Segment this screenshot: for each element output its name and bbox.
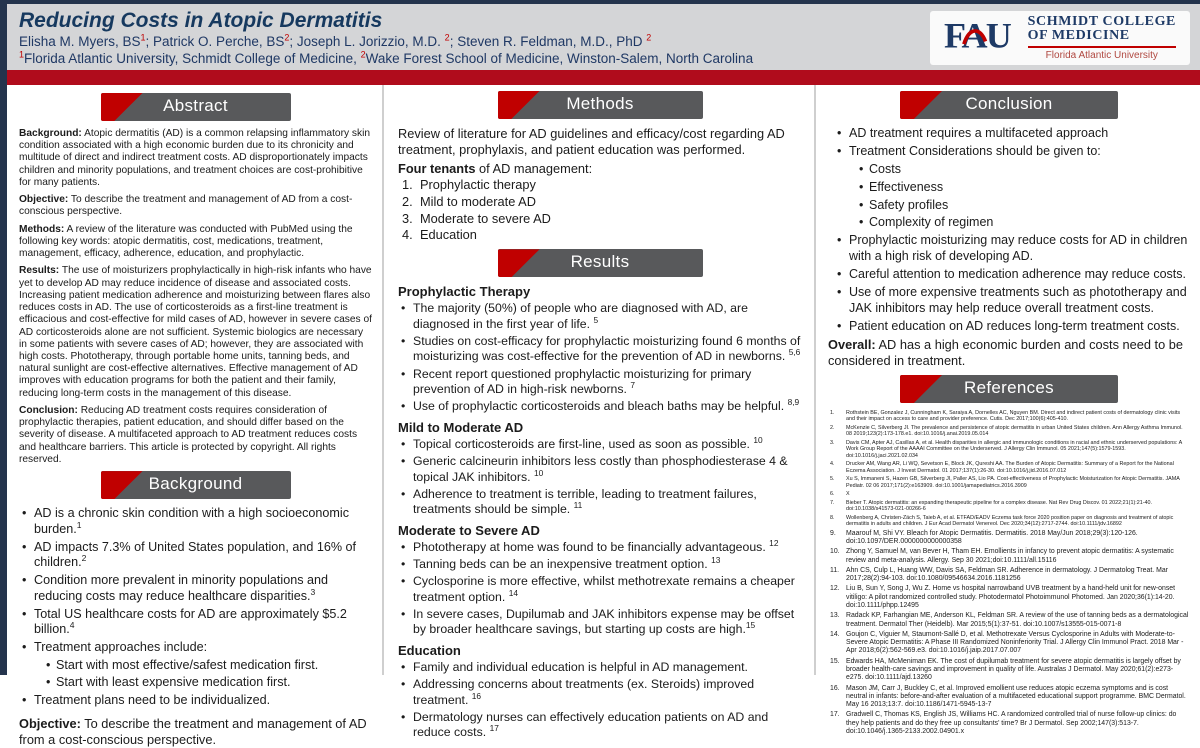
results-bullet: • Generic calcineurin inhibitors less costly than phosphodiesterase 4 & topical JAK inhibitors. $^{10}$ — [398, 454, 802, 485]
bullet-marker: • — [837, 284, 842, 299]
abstract-paragraph: Objective: To describe the treatment and management of AD from a cost-conscious perspective. — [19, 194, 353, 218]
results-subheading-prophylactic: Prophylactic Therapy — [398, 284, 531, 300]
abstract-paragraph: Methods: A review of the literature was conducted with PubMed using the following key words: atopic dermatitis, cost, medications, treatment, management, efficacy, adherence, education, and prophylactic. — [19, 223, 353, 260]
bullet-marker: • — [837, 233, 842, 248]
poster-header — [7, 4, 1200, 70]
background-bullet: • AD impacts 7.3% of United States population, and 16% of children.$^2$ — [19, 540, 372, 571]
results-bullet: • Adherence to treatment is terrible, leading to treatment failures, treatments should be simple. $^{11}$ — [398, 487, 802, 518]
logo-college-line2: OF MEDICINE — [1027, 28, 1130, 43]
section-header-results: Results — [498, 249, 703, 277]
bullet-marker: • — [859, 197, 864, 212]
methods-tenants-lead: Four tenants of AD management: — [398, 160, 593, 176]
bullet-marker: • — [837, 126, 842, 140]
svg-text:FAU: FAU — [943, 15, 1010, 56]
bullet-marker: • — [22, 606, 27, 621]
bullet-marker: • — [401, 486, 406, 501]
results-bullet: • The majority (50%) of people who are diagnosed with AD, are diagnosed in the first year of life. $^5$ — [398, 301, 802, 332]
reference-item: 10. Zhong Y, Samuel M, van Bever H, Tham EH. Emollients in infancy to prevent atopic dermatitis: A systematic review and meta-analysis. Allergy. Sep 30 2021;doi:10.1111/all.15116 — [830, 548, 1174, 564]
bullet-marker: • — [22, 506, 27, 521]
bullet-marker: • — [46, 657, 51, 672]
bullet-marker: • — [859, 161, 864, 176]
results-bullet: • Family and individual education is helpful in AD management. — [398, 660, 802, 675]
conclusion-sub-bullet: • Effectiveness — [856, 180, 1190, 196]
bullet-marker: • — [837, 267, 842, 281]
background-objective: Objective: To describe the treatment and management of AD from a cost-conscious perspective. — [19, 715, 367, 747]
reference-item: 17. Gradwell C, Thomas KS, English JS, Williams HC. A randomized controlled trial of nurse follow-up clinics: do they help patients and do they free up consultants' time? Br J Dermatol. Sep 2002;147(3):513-7. doi:10.1046/j.1365-2133.2002.04901.x — [830, 711, 1177, 735]
conclusion-sub-bullet: • Complexity of regimen — [856, 215, 1190, 231]
conclusion-sub-bullet: • Costs — [856, 162, 1190, 178]
column-conclusion-references — [814, 85, 1200, 735]
results-subheading-education: Education — [398, 642, 461, 658]
results-bullet: • Topical corticosteroids are first-line, used as soon as possible. $^{10}$ — [398, 437, 802, 452]
bullet-marker: • — [837, 143, 842, 158]
bullet-marker: • — [401, 366, 406, 381]
conclusion-body — [828, 126, 1190, 369]
methods-item: 1. Prophylactic therapy — [402, 176, 536, 192]
results-bullet: • Use of prophylactic corticosteroids and bleach baths may be helpful. $^{8,9}$ — [398, 399, 802, 414]
abstract-body — [19, 128, 372, 466]
results-bullet: • Addressing concerns about treatments (ex. Steroids) improved treatment. $^{16}$ — [398, 677, 802, 708]
bullet-marker: • — [46, 675, 51, 690]
page-title: Reducing Costs in Atopic Dermatitis — [19, 9, 383, 32]
fau-logo-panel — [930, 11, 1190, 65]
reference-item: 4. Drucker AM, Wang AR, Li WQ, Sevetson E, Block JK, Qureshi AA. The Burden of Atopic Dermatitis: Summary of a Report for the National Eczema Association. J Invest Dermatol. 01 2017;137(1):26-30. doi:10.1016/j.jid.2016.07.012 — [830, 461, 1174, 474]
header-text-block — [19, 9, 753, 67]
logo-university-name: Florida Atlantic University — [1045, 50, 1158, 62]
reference-item: 14. Goujon C, Viguier M, Staumont-Sallé D, et al. Methotrexate Versus Cyclosporine in Adults with Moderate-to-Severe Atopic Dermatitis: A Phase III Randomized Noninferiority Trial. J Allergy Clin Immunol Pract. 2018 Mar - Apr 2018;6(2):562-569.e3. doi:10.1016/j.jaip.2017.07.007 — [830, 630, 1184, 655]
poster-body — [7, 85, 1200, 747]
section-header-background: Background — [101, 471, 291, 499]
background-bullet: • Treatment plans need to be individualized. — [19, 693, 372, 709]
bullet-marker: • — [859, 215, 864, 230]
background-sub-bullet: • Start with most effective/safest medication first. — [43, 658, 372, 674]
fau-logo-icon — [944, 15, 1018, 62]
section-header-methods: Methods — [498, 91, 703, 119]
bullet-marker: • — [401, 659, 406, 674]
reference-item: 16. Mason JM, Carr J, Buckley C, et al. Improved emollient use reduces atopic eczema symptoms and is cost neutral in infants: before-and-after evaluation of a multifaceted educational support programme. BMC Dermatol. May 16 2013;13:7. doi:10.1186/1471-5945-13-7 — [830, 684, 1186, 709]
results-subheading-mild: Mild to Moderate AD — [398, 419, 524, 435]
bullet-marker: • — [401, 677, 406, 692]
methods-intro: Review of literature for AD guidelines and efficacy/cost regarding AD treatment, prophylaxis, and patient education was performed. — [398, 126, 785, 158]
reference-item: 1. Rothstein BE, Gonzalez J, Cunningham K, Saraiya A, Dornelles AC, Nguyen BM. Direct and indirect patient costs of dermatology clinic visits and their impact on access to care and provider preference. Cutis. Dec 2017;100(6):405-410. — [830, 410, 1181, 423]
bullet-marker: • — [401, 399, 406, 414]
conclusion-overall: Overall: AD has a high economic burden and costs need to be considered in treatment. — [828, 336, 1184, 368]
bullet-marker: • — [837, 318, 842, 333]
bullet-marker: • — [401, 436, 406, 451]
results-bullet: • In severe cases, Dupilumab and JAK inhibitors expense may be offset by broader healthcare savings, but starting up costs are high.$^{15}$ — [398, 607, 802, 638]
bullet-marker: • — [22, 573, 27, 588]
logo-rule — [1028, 46, 1176, 48]
bullet-marker: • — [22, 639, 27, 654]
methods-item: 4. Education — [402, 227, 477, 243]
results-bullet: • Tanning beds can be an inexpensive treatment option. $^{13}$ — [398, 557, 802, 572]
conclusion-bullet: • Use of more expensive treatments such as phototherapy and JAK inhibitors may help reduce overall treatment costs. — [828, 285, 1190, 317]
results-bullet: • Recent report questioned prophylactic moisturizing for primary prevention of AD in high-risk newborns. $^7$ — [398, 367, 802, 398]
bullet-marker: • — [401, 539, 406, 554]
conclusion-bullet: • Prophylactic moisturizing may reduce costs for AD in children with a high risk of developing AD. — [828, 233, 1190, 265]
reference-item: 2. McKenzie C, Silverberg JI. The prevalence and persistence of atopic dermatitis in urban United States children. Ann Allergy Asthma Immunol. 08 2019;123(2):173-178.e1. doi:10.1016/j.anai.2019.05.014 — [830, 424, 1183, 438]
bullet-marker: • — [401, 607, 406, 622]
reference-item: 12. Liu B, Sun Y, Song J, Wu Z. Home vs hospital narrowband UVB treatment by a hand-held unit for new-onset vitiligo: A pilot randomized controlled study. Photodermatol Photoimmunol Photomed. Jan 2020;36(1):14-20. doi:10.1111/phpp.12495 — [830, 585, 1176, 609]
abstract-paragraph: Background: Atopic dermatitis (AD) is a common relapsing inflammatory skin condition associated with a high economic burden due to its chronicity and multitude of direct and indirect treatment costs. AD disproportionately impacts children and minority populations, and treatment choices are cost-prohibitive for many patients. — [19, 128, 371, 188]
background-bullet: • Treatment approaches include: — [19, 640, 372, 656]
methods-item: 2. Mild to moderate AD — [402, 193, 536, 209]
header-red-bar — [7, 70, 1200, 85]
abstract-paragraph: Conclusion: Reducing AD treatment costs requires consideration of prophylactic therapies, patient education, and should differ based on the severity of disease. A multifaceted approach to AD treatment reduces costs and healthcare barriers. This article is protected by copyright. All rights reserved. — [19, 404, 358, 465]
results-bullet: • Studies on cost-efficacy for prophylactic moisturizing found 6 months of moisturizing was cost-effective for the prevention of AD in newborns. $^{5,6}$ — [398, 334, 802, 365]
column-methods-results — [382, 85, 814, 740]
bullet-marker: • — [22, 693, 27, 708]
reference-item: 8. Wollenberg A, Christen-Zäch S, Taieb A, et al. ETFAD/EADV Eczema task force 2020 position paper on diagnosis and treatment of atopic dermatitis in adults and children. J Eur Acad Dermatol Venereol. Dec 2020;34(12):2717-2744. doi:10.1111/jdv.16892 — [830, 514, 1174, 528]
results-bullet: • Phototherapy at home was found to be financially advantageous. $^{12}$ — [398, 540, 802, 555]
results-body — [398, 284, 802, 740]
reference-item: 9. Maarouf M, Shi VY. Bleach for Atopic Dermatitis. Dermatitis. 2018 May/Jun 2018;29(3):120-126. doi:10.1097/DER.0000000000000358 — [830, 529, 1138, 546]
bullet-marker: • — [401, 301, 406, 316]
reference-item: 11. Ahn CS, Culp L, Huang WW, Davis SA, Feldman SR. Adherence in dermatology. J Dermatolog Treat. Mar 2017;28(2):94-103. doi:10.1080/09546634.2016.1181256 — [830, 566, 1168, 583]
section-header-abstract: Abstract — [101, 93, 291, 121]
background-body — [19, 506, 372, 748]
results-subheading-moderate: Moderate to Severe AD — [398, 522, 540, 538]
reference-item: 5. Xu S, Immaneni S, Hazen GB, Silverberg JI, Paller AS, Lio PA. Cost-effectiveness of Prophylactic Moisturization for Atopic Dermatitis. JAMA Pediatr. 02 06 2017;171(2):e163909. doi:10.1001/jamapediatrics.2016.3909 — [830, 476, 1180, 489]
methods-item: 3. Moderate to severe AD — [402, 210, 551, 226]
conclusion-bullet: • Treatment Considerations should be given to: — [828, 144, 1190, 160]
bullet-marker: • — [401, 454, 406, 469]
conclusion-sub-bullet: • Safety profiles — [856, 198, 1190, 214]
column-abstract-background — [7, 85, 382, 747]
authors-line: Elisha M. Myers, $BS^1$; Patrick O. Perche, $BS^2$; Joseph L. Jorizzio, M.D. $^2$; Steven R. Feldman, M.D., PhD $^2$ — [19, 32, 652, 50]
bullet-marker: • — [401, 709, 406, 724]
bullet-marker: • — [401, 334, 406, 349]
section-header-references: References — [900, 375, 1118, 403]
results-bullet: • Dermatology nurses can effectively education patients on AD and reduce costs. $^{17}$ — [398, 710, 802, 741]
background-bullet: • Total US healthcare costs for AD are approximately $5.2 billion.$^4$ — [19, 607, 372, 638]
logo-college-line1: SCHMIDT COLLEGE — [1027, 13, 1176, 29]
conclusion-bullet: • AD treatment requires a multifaceted approach — [828, 126, 1190, 142]
bullet-marker: • — [859, 179, 864, 194]
background-sub-bullet: • Start with least expensive medication first. — [43, 675, 372, 691]
reference-item: 7. Bieber T. Atopic dermatitis: an expanding therapeutic pipeline for a complex disease. Nat Rev Drug Discov. 01 2022;21(1):21-40. doi:10.1038/s41573-021-00266-6 — [830, 499, 1153, 513]
background-bullet: • Condition more prevalent in minority populations and reducing costs may reduce healthcare disparities.$^3$ — [19, 573, 372, 604]
abstract-paragraph: Results: The use of moisturizers prophylactically in high-risk infants who have yet to develop AD may reduce incidence of disease and associated costs. Increasing patient medication adherence and moisturizing between flares also reduces costs in AD. The use of corticosteroids as a first-line treatment is efficacious and cost-effective for mild cases of AD, however in severe cases of AD corticosteroids alone are not sufficient. Systemic biologics are necessary in some patients with severe cases of AD; however, they are associated with high costs. Phototherapy, through portable home units, tanning beds, and natural sunlight are cost-effective alternatives. Effective management of AD improves with education programs for both the patient and their family, reducing long-term costs in the management of this disease. — [19, 265, 372, 399]
results-bullet: • Cyclosporine is more effective, whilst methotrexate remains a cheaper treatment option. $^{14}$ — [398, 574, 802, 605]
logo-text-block — [1028, 15, 1176, 62]
reference-item: 6. X — [830, 491, 850, 498]
bullet-marker: • — [22, 539, 27, 554]
conclusion-bullet: • Patient education on AD reduces long-term treatment costs. — [828, 319, 1190, 335]
references-body — [828, 410, 1190, 736]
reference-item: 15. Edwards HA, McMeniman EK. The cost of dupilumab treatment for severe atopic dermatitis is largely offset by broader health-care savings and improvement in quality of life. Australas J Dermatol. May 2020;61(2):e273-e275. doi:10.1111/ajd.13260 — [830, 657, 1181, 682]
bullet-marker: • — [401, 574, 406, 589]
reference-item: 3. Davis CM, Apter AJ, Casillas A, et al. Health disparities in allergic and immunologic conditions in racial and ethnic underserved populations: A Work Group Report of the AAAAI Committee on the Underserved. J Allergy Clin Immunol. 05 2021;147(5):1579-1593. doi:10.1016/j.jaci.2021.02.034 — [830, 439, 1182, 459]
bullet-marker: • — [401, 556, 406, 571]
reference-item: 13. Radack KP, Farhangian ME, Anderson KL, Feldman SR. A review of the use of tanning beds as a dermatological treatment. Dermatol Ther (Heidelb). Mar 2015;5(1):37-51. doi:10.1007/s13555-015-0071-8 — [830, 612, 1189, 628]
background-bullet: • AD is a chronic skin condition with a high socioeconomic burden.$^1$ — [19, 506, 372, 537]
methods-numbered-list — [398, 177, 802, 245]
conclusion-bullet: • Careful attention to medication adherence may reduce costs. — [828, 267, 1190, 283]
section-header-conclusion: Conclusion — [900, 91, 1118, 119]
affiliations-line: $^1$Florida Atlantic University, Schmidt College of Medicine, $^2$Wake Forest School of Medicine, Winston-Salem, North Carolina — [19, 49, 754, 66]
